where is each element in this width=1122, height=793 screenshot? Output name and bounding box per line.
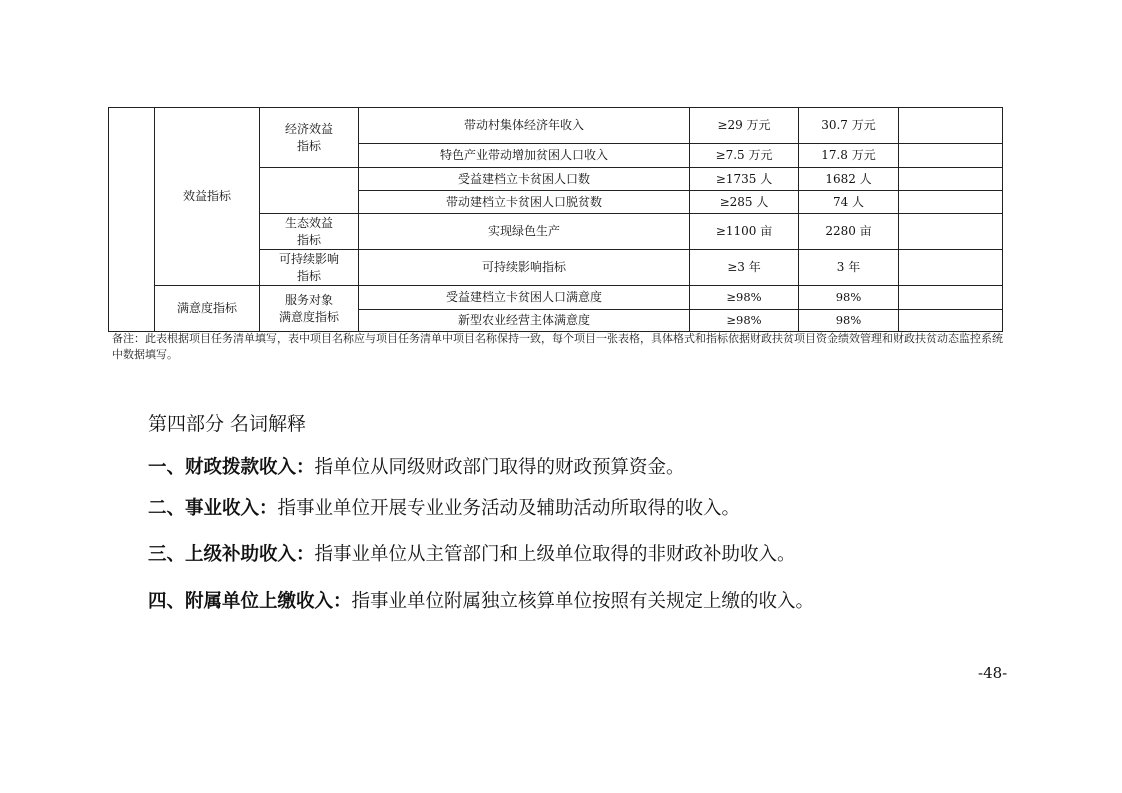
- definition-item: [148, 453, 685, 483]
- row-target: ≥285 人: [719, 194, 769, 209]
- row-name: 特色产业带动增加贫困人口收入: [439, 148, 608, 162]
- ecologic-benefit-label: 生态效益 指标: [284, 215, 333, 247]
- definition-term: 四、附属单位上缴收入：: [148, 591, 352, 612]
- row-actual: 30.7 万元: [821, 118, 876, 132]
- service-satisfaction-label: 服务对象 满意度指标: [278, 292, 339, 324]
- row-actual: 98%: [835, 290, 862, 304]
- satisfaction-indicator-label: 满意度指标: [176, 301, 237, 315]
- row-name: 受益建档立卡贫困人口数: [457, 171, 590, 186]
- benefit-indicator-label: 效益指标: [182, 189, 231, 203]
- definition-item: [148, 494, 740, 524]
- row-target: ≥98%: [726, 290, 762, 304]
- economic-benefit-label: 经济效益 指标: [284, 121, 333, 153]
- row-target: ≥7.5 万元: [715, 148, 773, 162]
- sustainable-impact-label: 可持续影响 指标: [278, 251, 339, 283]
- row-name: 带动村集体经济年收入: [463, 118, 584, 132]
- row-target: ≥98%: [726, 313, 762, 327]
- row-name: 实现绿色生产: [487, 224, 560, 238]
- row-actual: 98%: [835, 313, 862, 327]
- definition-item: [148, 587, 814, 617]
- row-name: 带动建档立卡贫困人口脱贫数: [445, 194, 602, 209]
- row-actual: 74 人: [832, 194, 865, 209]
- row-target: ≥1100 亩: [715, 224, 773, 238]
- row-name: 新型农业经营主体满意度: [457, 313, 590, 327]
- definition-term: 一、财政拨款收入：: [148, 457, 315, 478]
- row-actual: 17.8 万元: [821, 148, 876, 162]
- definition-term: 三、上级补助收入：: [148, 544, 315, 565]
- row-target: ≥29 万元: [717, 118, 771, 132]
- definition-text: 指单位从同级财政部门取得的财政预算资金。: [314, 457, 685, 478]
- row-target: ≥3 年: [727, 260, 761, 274]
- performance-table: [0, 0, 1122, 340]
- definition-item: [148, 540, 796, 570]
- row-name: 受益建档立卡贫困人口满意度: [445, 290, 602, 304]
- table-note: 备注：此表根据项目任务清单填写，表中项目名称应与项目任务清单中项目名称保持一致，每个项目一张表格，具体格式和指标依据财政扶贫项目资金绩效管理和财政扶贫动态监控系统中数据填写。: [112, 332, 1003, 361]
- definition-text: 指事业单位开展专业业务活动及辅助活动所取得的收入。: [277, 498, 741, 519]
- definition-text: 指事业单位附属独立核算单位按照有关规定上缴的收入。: [351, 591, 815, 612]
- row-actual: 1682 人: [825, 171, 872, 186]
- row-actual: 2280 亩: [825, 224, 872, 238]
- definition-term: 二、事业收入：: [148, 498, 278, 519]
- section-title: 第四部分 名词解释: [148, 413, 307, 435]
- row-name: 可持续影响指标: [481, 260, 566, 274]
- definition-text: 指事业单位从主管部门和上级单位取得的非财政补助收入。: [314, 544, 796, 565]
- row-target: ≥1735 人: [715, 171, 773, 186]
- page-number: -48-: [978, 664, 1008, 682]
- row-actual: 3 年: [836, 260, 861, 274]
